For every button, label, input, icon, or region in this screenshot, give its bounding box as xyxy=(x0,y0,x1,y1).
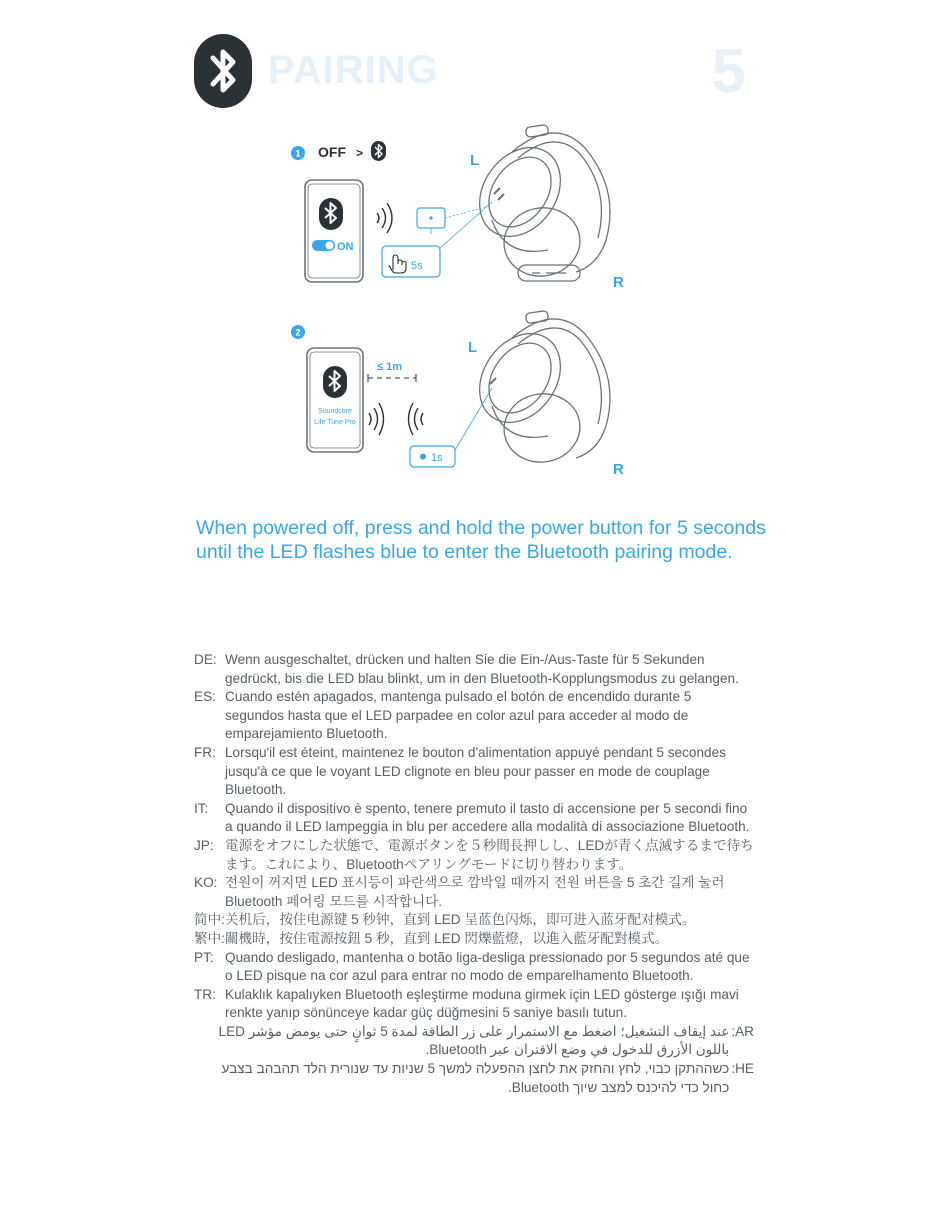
app-name-line-2: Life Tune Pro xyxy=(314,419,356,426)
signal-waves-icon xyxy=(409,403,424,435)
translation-text: Lorsqu'il est éteint, maintenez le bouton d'alimentation appuyé pendant 5 secondes jusqu'à ce que le voyant LED clignote en bleu pour passer en mode de couplage Bluetooth. xyxy=(225,744,726,798)
translation-text: Cuando estén apagados, mantenga pulsado el botón de encendido durante 5 segundos hasta que el LED parpadee en color azul para acceder al modo de emparejamiento Bluetooth. xyxy=(225,689,692,742)
sequence-arrow: > xyxy=(356,146,364,160)
translation-it xyxy=(194,800,754,837)
translation-tr xyxy=(194,986,754,1023)
right-label: R xyxy=(613,461,624,478)
toggle-label: ON xyxy=(337,241,354,253)
translation-text: 전원이 꺼지면 LED 표시등이 파란색으로 깜박일 때까지 전원 버튼을 5 초간 길게 눌러 Bluetooth 페어링 모드를 시작합니다. xyxy=(225,875,725,909)
press-duration: 5s xyxy=(411,260,423,272)
translation-zh-hans xyxy=(194,911,754,930)
left-label: L xyxy=(470,152,480,169)
page-number: 5 xyxy=(711,37,746,106)
hand-press-icon xyxy=(389,255,406,273)
signal-waves-icon xyxy=(369,403,384,435)
translation-text: 關機時，按住電源按鈕 5 秒，直到 LED 閃爍藍燈，以進入藍牙配對模式。 xyxy=(224,930,669,946)
app-name-line-1: Soundcore xyxy=(318,408,352,415)
language-code: FR: xyxy=(194,744,216,760)
language-code: :AR xyxy=(731,1023,754,1039)
caption-line-1: When powered off, press and hold the power button for 5 seconds xyxy=(196,517,766,539)
pairing-illustration xyxy=(280,120,680,490)
phone-illustration xyxy=(307,348,363,452)
language-code: KO: xyxy=(194,875,218,891)
translation-es xyxy=(194,688,754,744)
distance-label: ≤ 1m xyxy=(377,361,402,373)
translation-he xyxy=(194,1060,754,1097)
translation-text: כשההתקן כבוי, לחץ והחזק את לחצן ההפעלה למשך 5 שניות עד שנורית הלד תהבהב בצבע כחול כדי להיכנס למצב שיוך Bluetooth. xyxy=(221,1061,730,1095)
page-header xyxy=(194,30,754,110)
left-label: L xyxy=(468,339,478,356)
translation-text: Quando desligado, mantenha o botão liga-desliga pressionado por 5 segundos até que o LED pisque na cor azul para entrar no modo de emparelhamento Bluetooth. xyxy=(225,949,750,984)
bluetooth-icon xyxy=(194,34,252,108)
translation-text: Quando il dispositivo è spento, tenere premuto il tasto di accensione per 5 secondi fino a quando il LED lampeggia in blu per accedere alla modalità di associazione Bluetooth. xyxy=(225,800,750,835)
language-code: TR: xyxy=(194,986,216,1002)
headphones-illustration xyxy=(463,311,610,469)
bluetooth-icon xyxy=(371,141,386,161)
language-code: JP: xyxy=(194,837,214,853)
step-2 xyxy=(291,311,624,478)
language-code: :HE xyxy=(731,1061,754,1077)
language-code: DE: xyxy=(194,652,217,667)
translation-text: 電源をオフにした状態で、電源ボタンを５秒間長押しし、LEDが青く点滅するまで待ちます。これにより、Bluetoothペアリングモードに切り替わります。 xyxy=(225,837,754,872)
press-duration: 1s xyxy=(431,452,443,464)
caption-line-2: until the LED flashes blue to enter the Bluetooth pairing mode. xyxy=(196,541,733,563)
signal-waves-icon xyxy=(377,203,392,233)
translation-text: Kulaklık kapalıyken Bluetooth eşleştirme moduna girmek için LED gösterge ışığı mavi renkte yanıp sönünceye kadar güç düğmesini 5 saniye basılı tutun. xyxy=(225,986,739,1021)
step-1-number: 1 xyxy=(295,148,301,159)
translation-text: 关机后，按住电源键 5 秒钟，直到 LED 呈蓝色闪烁，即可进入蓝牙配对模式。 xyxy=(224,912,696,928)
step-1 xyxy=(291,125,624,291)
translation-text: Wenn ausgeschaltet, drücken und halten Sie die Ein-/Aus-Taste für 5 Sekunden gedrückt, bis die LED blau blinkt, um in den Bluetooth-Kopplungsmodus zu gelangen. xyxy=(225,652,739,686)
translation-ko xyxy=(194,874,754,911)
translation-pt xyxy=(194,949,754,986)
phone-illustration xyxy=(305,180,363,282)
instruction-caption xyxy=(196,516,776,564)
right-label: R xyxy=(613,274,624,291)
off-label: OFF xyxy=(318,144,346,160)
language-code: IT: xyxy=(194,800,209,816)
language-code: ES: xyxy=(194,689,216,705)
translation-zh-hant xyxy=(194,930,754,949)
translations-list xyxy=(194,651,754,1097)
translation-fr xyxy=(194,744,754,800)
translation-jp xyxy=(194,837,754,874)
language-code: 简中: xyxy=(194,912,225,928)
language-code: PT: xyxy=(194,949,214,965)
language-code: 繁中: xyxy=(194,930,225,946)
headphones-illustration xyxy=(463,125,610,283)
step-2-number: 2 xyxy=(295,327,301,338)
translation-ar xyxy=(194,1023,754,1060)
translation-de xyxy=(194,651,754,688)
page-title: PAIRING xyxy=(268,48,439,92)
translation-text: عند إيقاف التشغيل؛ اضغط مع الاستمرار على زر الطاقة لمدة 5 ثوانٍ حتى يومض مؤشر LED باللون الأزرق للدخول في وضع الاقتران عبر Bluetooth. xyxy=(218,1023,730,1058)
